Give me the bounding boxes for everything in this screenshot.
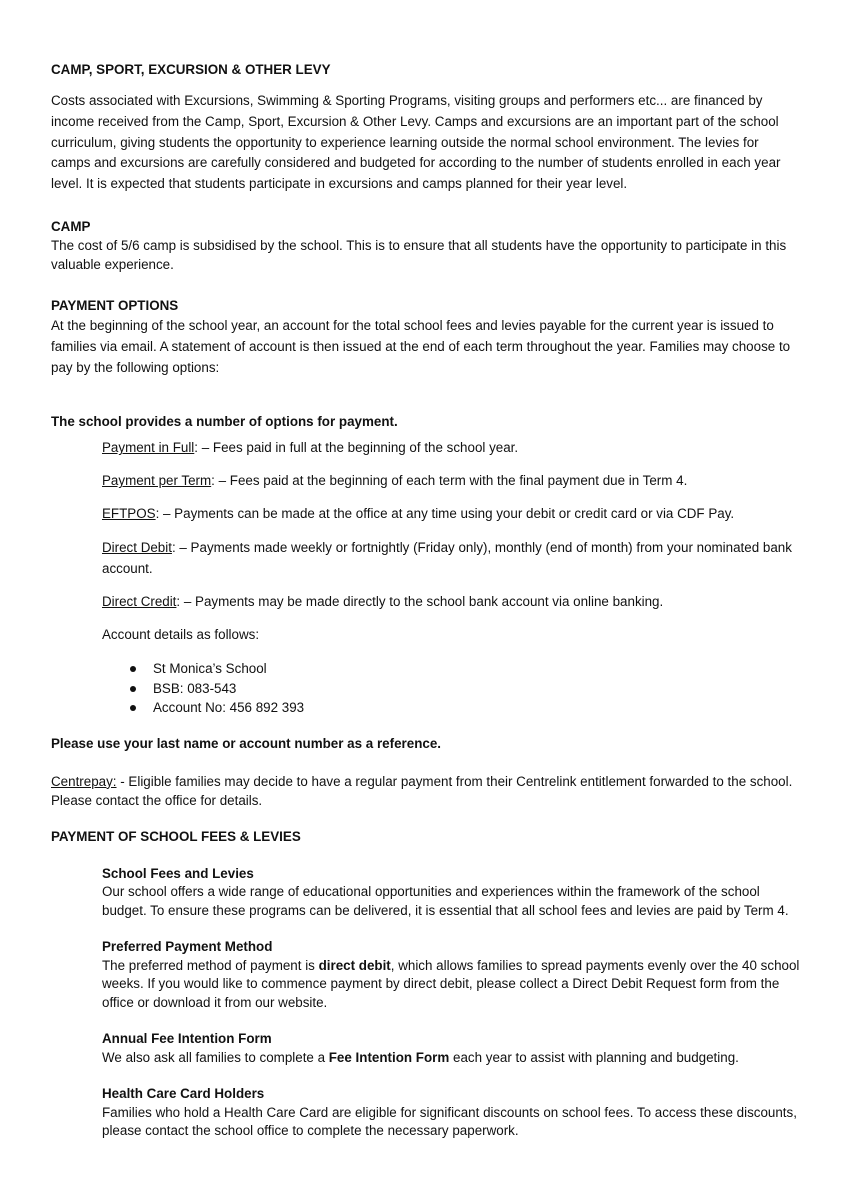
payment-options-heading: PAYMENT OPTIONS — [51, 297, 179, 313]
option-label: Direct Debit — [102, 540, 172, 556]
option-text: : – Payments may be made directly to the school bank account via online banking. — [176, 594, 664, 610]
reference-note: Please use your last name or account number as a reference. — [51, 735, 441, 751]
option-label: Payment per Term — [102, 473, 212, 489]
option-payment-in-full — [102, 438, 801, 458]
fee-intention-paragraph — [102, 1049, 801, 1068]
payment-options-section — [51, 296, 801, 378]
school-fees-paragraph: Our school offers a wide range of educational opportunities and experiences within the framework of the school budget. To ensure these programs can be delivered, it is essential that all school fees and levies are paid by Term 4. — [102, 884, 789, 918]
levy-paragraph: Costs associated with Excursions, Swimming & Sporting Programs, visiting groups and performers etc... are financed by income received from the Camp, Sport, Excursion & Other Levy. Camps and excursions are an important part of the school curriculum, giving students the opportunity to experience learning outside the normal school environment. The levies for camps and excursions are carefully considered and budgeted for according to the number of students enrolled in each year level. It is expected that students participate in excursions and camps planned for their year level. — [51, 93, 781, 192]
account-intro: Account details as follows: — [102, 627, 260, 643]
camp-paragraph: The cost of 5/6 camp is subsidised by the school. This is to ensure that all students have the opportunity to participate in this valuable experience. — [51, 237, 787, 272]
intention-text-a: We also ask all families to complete a — [102, 1049, 329, 1065]
option-label: Payment in Full — [102, 440, 195, 456]
levy-heading: CAMP, SPORT, EXCURSION & OTHER LEVY — [51, 62, 331, 77]
options-section — [51, 412, 801, 810]
option-direct-credit — [102, 592, 801, 612]
option-text: : – Fees paid at the beginning of each term with the final payment due in Term 4. — [211, 473, 688, 489]
fees-section — [51, 827, 801, 1141]
option-text: : – Payments can be made at the office at any time using your debit or credit card or via CDF Pay. — [155, 506, 735, 522]
option-label: Direct Credit — [102, 594, 177, 610]
option-eftpos — [102, 504, 801, 524]
account-details-list — [51, 659, 801, 718]
options-list — [51, 438, 801, 645]
health-care-paragraph: Families who hold a Health Care Card are eligible for significant discounts on school fees. To access these discounts, please contact the school office to complete the necessary paperwork. — [102, 1104, 797, 1139]
camp-section — [51, 217, 801, 274]
school-fees-block — [51, 865, 801, 921]
preferred-payment-block — [51, 938, 801, 1012]
preferred-text-bold: direct debit — [318, 957, 391, 973]
fee-intention-block — [51, 1030, 801, 1067]
levy-section — [51, 60, 801, 195]
preferred-payment-paragraph — [102, 957, 801, 1013]
camp-heading: CAMP — [51, 218, 91, 234]
health-care-heading: Health Care Card Holders — [102, 1086, 265, 1102]
centrepay-text: - Eligible families may decide to have a regular payment from their Centrelink entitlement forwarded to the school. Please contact the office for details. — [51, 773, 793, 808]
option-text: : – Payments made weekly or fortnightly (Friday only), monthly (end of month) from your nominated bank account. — [102, 540, 792, 577]
health-care-block — [51, 1085, 801, 1141]
account-bsb: BSB: 083-543 — [102, 679, 801, 699]
fee-intention-heading: Annual Fee Intention Form — [102, 1031, 272, 1047]
option-direct-debit — [102, 537, 801, 579]
option-payment-per-term — [102, 471, 801, 491]
payment-options-paragraph: At the beginning of the school year, an account for the total school fees and levies payable for the current year is issued to families via email. A statement of account is then issued at the end of each term throughout the year. Families may choose to pay by the following options: — [51, 317, 791, 375]
intention-text-b: each year to assist with planning and budgeting. — [449, 1049, 739, 1065]
fees-heading: PAYMENT OF SCHOOL FEES & LEVIES — [51, 828, 301, 844]
option-text: : – Fees paid in full at the beginning of the school year. — [194, 440, 519, 456]
account-school-name: St Monica’s School — [102, 659, 801, 679]
centrepay-label: Centrepay: — [51, 773, 117, 789]
preferred-text-b: , which allows families to spread payments evenly over the 40 school weeks. If you would like to commence payment by direct debit, please collect a Direct Debit Request form from the office or download it from our website. — [102, 957, 800, 1010]
options-heading: The school provides a number of options for payment. — [51, 414, 398, 430]
account-number: Account No: 456 892 393 — [102, 698, 801, 718]
option-label: EFTPOS — [102, 506, 156, 522]
school-fees-heading: School Fees and Levies — [102, 865, 254, 881]
centrepay-paragraph — [51, 772, 801, 810]
intention-text-bold: Fee Intention Form — [328, 1049, 450, 1065]
preferred-text-a: The preferred method of payment is — [102, 957, 319, 973]
preferred-payment-heading: Preferred Payment Method — [102, 939, 273, 955]
